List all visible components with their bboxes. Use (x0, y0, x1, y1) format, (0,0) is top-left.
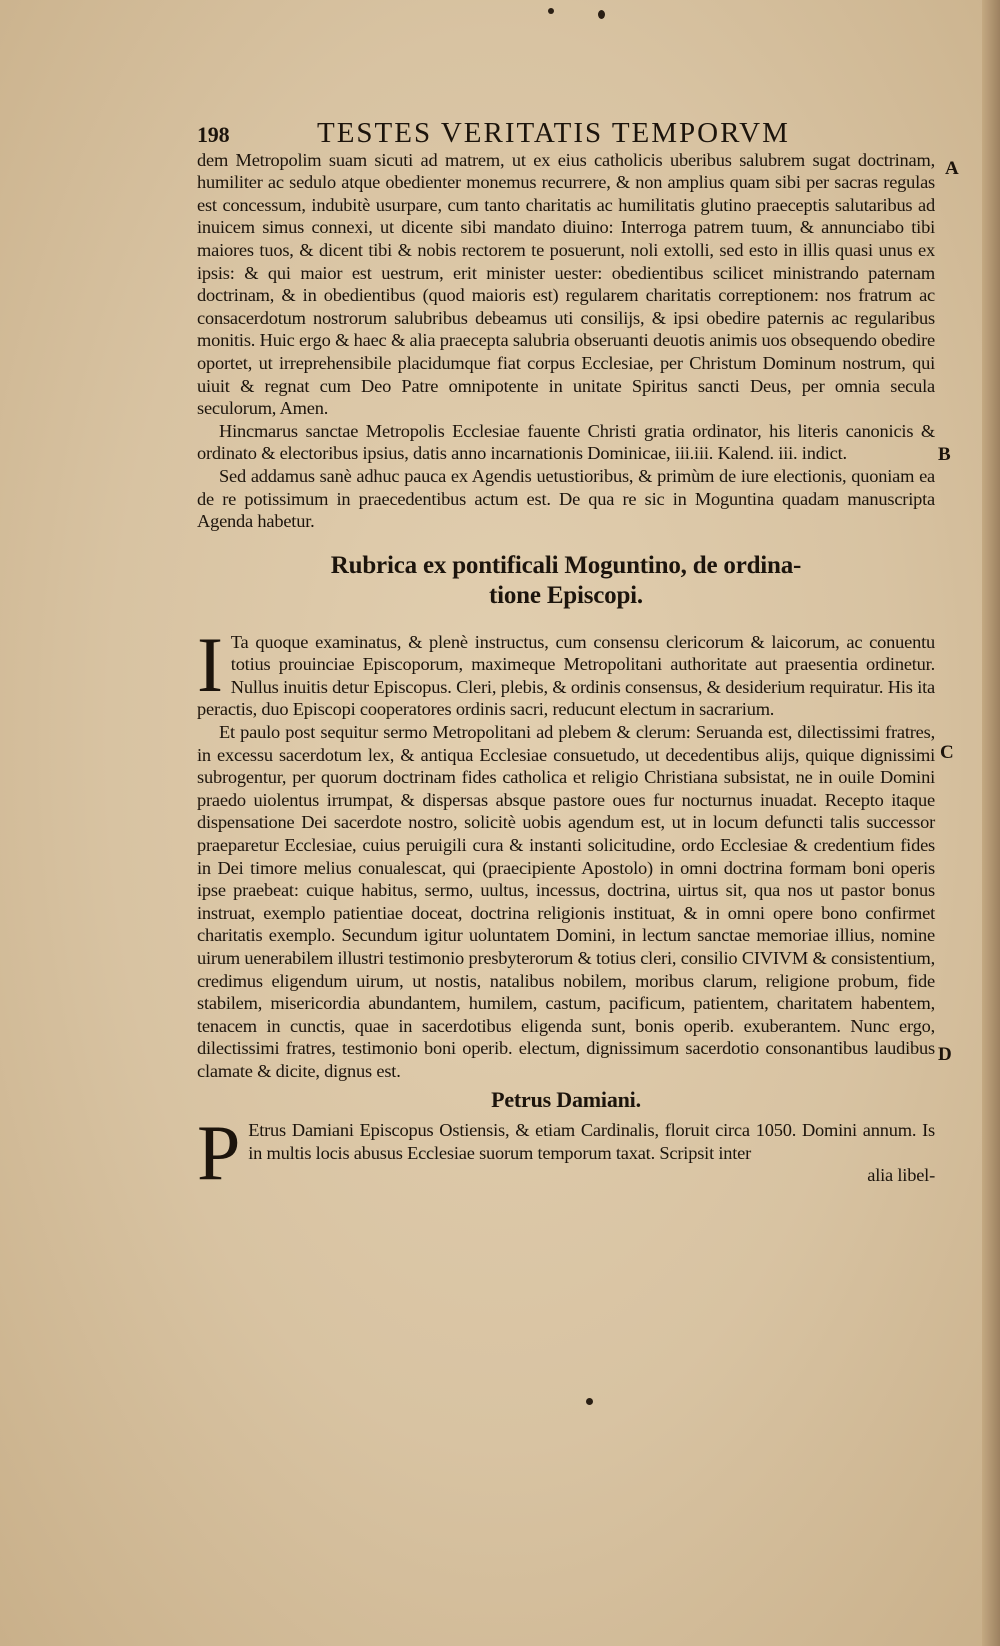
drop-cap-p: P (197, 1109, 241, 1197)
subheading-petrus-damiani: Petrus Damiani. (491, 1086, 641, 1112)
section-heading (197, 551, 935, 611)
paragraph-3: Sed addamus sanè adhuc pauca ex Agendis uetustioribus, & primùm de iure electionis, quoniam ea de re potissimum in praecedentibus actum est. De qua re sic in Moguntina quadam manuscripta Agenda habetur. (197, 465, 935, 532)
margin-letter-d: D (938, 1044, 952, 1065)
drop-cap-i: I (197, 620, 223, 708)
text-block (197, 117, 935, 1197)
section-heading-line-2: tione Episcopi. (489, 581, 643, 609)
paragraph-1: dem Metropolim suam sicuti ad matrem, ut ex eius catholicis uberibus salubrem sugat doctrinam, humiliter ac sedulo atque obedienter monemus recurrere, & non amplius quam sibi per sacras regulas est concessum, indubitè usurpare, cum tanto charitatis ac humilitatis glutino praeceptis salutaribus ad inuicem simus connexi, ut dicente sibi mandato diuino: Interroga patrem tuum, & annunciabo tibi maiores tuos, & dicent tibi & nobis rectorem te posuerunt, noli extolli, sed esto in illis quasi unus ex ipsis: & qui maior est uestrum, erit minister uester: obedientibus scilicet ministrando paternam doctrinam, & in obedientibus (quod maioris est) regularem charitatis correptionem: nos fratrum ac consacerdotum nostrorum salubribus debeamus uti consilijs, & ipsi obedire paternis ac regularibus monitis. Huic ergo & haec & alia praecepta salubria obseruanti deuotis animis uos obsequendo obedire oportet, ut irreprehensibile placidumque fiat corpus Ecclesiae, per Christum Dominum nostrum, qui uiuit & regnat cum Deo Patre omnipotente in unitate Spiritus sancti Deus, per omnia secula seculorum, Amen. (197, 149, 935, 419)
paragraph-6-text: Etrus Damiani Episcopus Ostiensis, & etiam Cardinalis, floruit circa 1050. Domini annum. Is in multis locis abusus Ecclesiae suorum temporum taxat. Scripsit inter (248, 1120, 935, 1163)
catchword: alia libel- (867, 1165, 935, 1186)
paragraph-6 (197, 1109, 935, 1197)
paragraph-4-text: Ta quoque examinatus, & plenè instructus, cum consensu clericorum & laicorum, ac conuentu totius prouinciae Episcoporum, maximeque Metropolitani authoritate aut praesentia ordinetur. Nullus inuitis detur Episcopus. Cleri, plebis, & ordinis consensus, & desiderium requiratur. His ita peractis, duo Episcopi cooperatores ordinis sacri, reducunt electum in sacrarium. (197, 631, 935, 720)
ink-speck (586, 1398, 593, 1405)
margin-letter-a: A (945, 158, 959, 179)
paragraph-4 (197, 620, 935, 721)
margin-letter-c: C (940, 742, 954, 763)
folio-number: 198 (197, 122, 230, 147)
section-heading-line-1: Rubrica ex pontificali Moguntino, de ordina- (330, 551, 802, 579)
paragraph-2: Hincmarus sanctae Metropolis Ecclesiae fauente Christi gratia ordinator, his literis canonicis & ordinato & electoribus ipsius, datis anno incarnationis Dominicae, iii.iii. Kalend. iii. indict. (197, 420, 935, 464)
page-edge-shadow (982, 0, 1000, 1646)
margin-letter-b: B (938, 444, 951, 465)
page-header (197, 117, 935, 149)
running-head: TESTES VERITATIS TEMPORVM (317, 117, 790, 149)
paragraph-5: Et paulo post sequitur sermo Metropolitani ad plebem & clerum: Seruanda est, dilectissimi fratres, in excessu sacerdotum lex, & antiqua Ecclesiae consuetudo, ut decedentibus alijs, quique dignissimi subrogentur, per quorum doctrinam fides catholica et religio Christiana subsistat, ne in ouile Domini praedo uiolentus irrumpat, & dispersas absque pastore oues fur nocturnus inuadat. Recepto itaque dispensatione Dei sacerdote nostro, solicitè uobis agendum est, ut in locum defuncti talis successor praeparetur Ecclesiae, cuius peruigili cura & instanti solicitudine, ordo Ecclesiae & credentium fides in Dei timore melius conualescat, qui (praecipiente Apostolo) in omni doctrina formam boni operis ipse praebeat: cuique habitus, sermo, uultus, incessus, doctrina, uirtus sit, qua nos ut pastor bonus instruat, exemplo patientiae doceat, doctrina religionis instituat, & in omni opere bono confirmet charitatis exemplo. Secundum igitur uoluntatem Domini, in lectum sanctae memoriae illius, nomine uirum uenerabilem illustri testimonio presbyterorum & totius cleri, consilio CIVIVM & consistentium, credimus eligendum uirum, ut nostis, natalibus nobilem, moribus clarum, religione probum, fide stabilem, misericordia abundantem, humilem, castum, pacificum, patientem, charitatem habentem, tenacem in cunctis, quae in sacerdotibus eligenda sunt, bonis operib. exuberantem. Nunc ergo, dilectissimi fratres, testimonio boni operib. electum, dignissimum sacerdotio consonantibus laudibus clamate & dicite, dignus est. (197, 722, 935, 1081)
ink-speck (548, 8, 554, 14)
ink-speck (598, 10, 605, 19)
